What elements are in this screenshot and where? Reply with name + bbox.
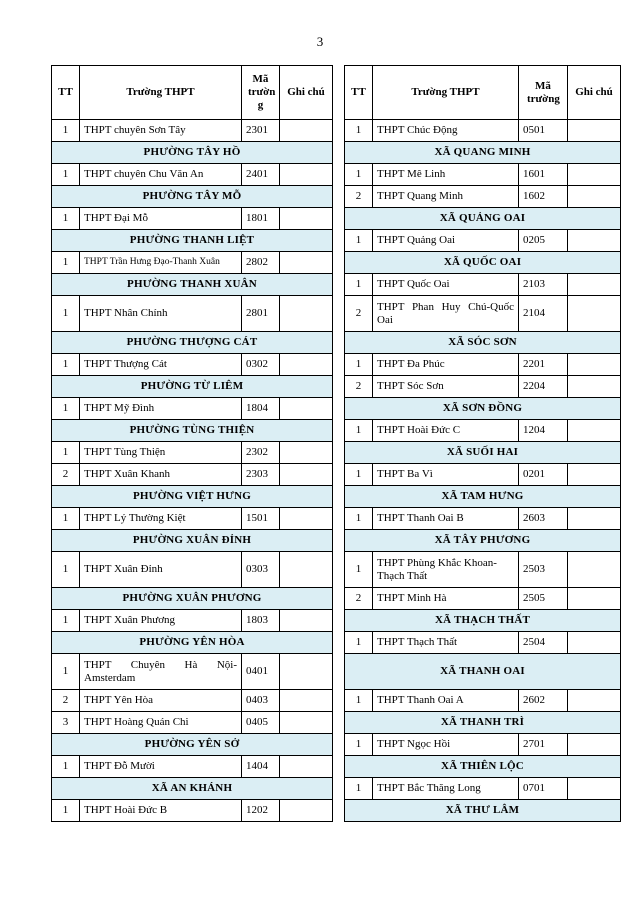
- section-title: PHƯỜNG YÊN SỞ: [52, 734, 333, 756]
- row-index: 1: [52, 654, 80, 690]
- school-name: THPT Minh Hà: [373, 588, 519, 610]
- table-row: [52, 800, 333, 822]
- school-code: 1501: [242, 508, 280, 530]
- section-row: [345, 332, 621, 354]
- section-title: PHƯỜNG TÂY HỒ: [52, 142, 333, 164]
- school-code: 0302: [242, 354, 280, 376]
- note-cell: [280, 712, 333, 734]
- school-code: 2303: [242, 464, 280, 486]
- table-row: [52, 508, 333, 530]
- header-note: Ghi chú: [280, 66, 333, 120]
- table-row: [52, 398, 333, 420]
- table-row: [52, 552, 333, 588]
- note-cell: [568, 186, 621, 208]
- table-row: [345, 420, 621, 442]
- left-school-table: [51, 65, 333, 822]
- table-row: [52, 354, 333, 376]
- note-cell: [280, 610, 333, 632]
- table-row: [52, 654, 333, 690]
- school-name: THPT Trần Hưng Đạo-Thanh Xuân: [80, 252, 242, 274]
- table-row: [345, 508, 621, 530]
- note-cell: [568, 734, 621, 756]
- school-code: 0401: [242, 654, 280, 690]
- school-code: 1801: [242, 208, 280, 230]
- section-title: XÃ QUANG MINH: [345, 142, 621, 164]
- school-name: THPT Chúc Động: [373, 120, 519, 142]
- table-row: [345, 376, 621, 398]
- section-row: [52, 486, 333, 508]
- school-name: THPT Tùng Thiện: [80, 442, 242, 464]
- note-cell: [280, 208, 333, 230]
- school-code: 1602: [519, 186, 568, 208]
- school-code: 0201: [519, 464, 568, 486]
- section-title: PHƯỜNG THANH LIỆT: [52, 230, 333, 252]
- school-name: THPT Quốc Oai: [373, 274, 519, 296]
- section-title: XÃ SUỐI HAI: [345, 442, 621, 464]
- section-row: [52, 230, 333, 252]
- school-name: THPT Mê Linh: [373, 164, 519, 186]
- note-cell: [280, 690, 333, 712]
- school-code: 2301: [242, 120, 280, 142]
- header-school: Trường THPT: [80, 66, 242, 120]
- row-index: 1: [52, 208, 80, 230]
- section-title: XÃ AN KHÁNH: [52, 778, 333, 800]
- section-title: PHƯỜNG YÊN HÒA: [52, 632, 333, 654]
- row-index: 1: [52, 610, 80, 632]
- note-cell: [280, 398, 333, 420]
- note-cell: [568, 588, 621, 610]
- school-code: 0205: [519, 230, 568, 252]
- school-name: THPT Phùng Khắc Khoan-Thạch Thất: [373, 552, 519, 588]
- school-name: THPT Thanh Oai A: [373, 690, 519, 712]
- header-code: Mã trườn g: [242, 66, 280, 120]
- note-cell: [568, 230, 621, 252]
- section-title: PHƯỜNG TÙNG THIỆN: [52, 420, 333, 442]
- right-school-table: [344, 65, 621, 822]
- page-number: 3: [316, 34, 324, 49]
- table-row: [52, 756, 333, 778]
- row-index: 1: [52, 800, 80, 822]
- table-row: [52, 296, 333, 332]
- section-row: [345, 142, 621, 164]
- section-row: [345, 800, 621, 822]
- note-cell: [280, 464, 333, 486]
- note-cell: [568, 690, 621, 712]
- row-index: 1: [52, 354, 80, 376]
- table-header-row: [345, 66, 621, 120]
- table-row: [52, 120, 333, 142]
- section-row: [345, 486, 621, 508]
- row-index: 2: [345, 376, 373, 398]
- school-code: 2201: [519, 354, 568, 376]
- row-index: 1: [345, 420, 373, 442]
- row-index: 1: [345, 230, 373, 252]
- school-name: THPT Thanh Oai B: [373, 508, 519, 530]
- section-row: [52, 734, 333, 756]
- section-title: XÃ SÓC SƠN: [345, 332, 621, 354]
- school-code: 2204: [519, 376, 568, 398]
- section-row: [345, 442, 621, 464]
- header-note: Ghi chú: [568, 66, 621, 120]
- note-cell: [280, 354, 333, 376]
- school-name: THPT Mỹ Đình: [80, 398, 242, 420]
- section-row: [345, 610, 621, 632]
- note-cell: [568, 296, 621, 332]
- school-code: 1804: [242, 398, 280, 420]
- note-cell: [568, 632, 621, 654]
- note-cell: [280, 252, 333, 274]
- section-row: [345, 208, 621, 230]
- row-index: 1: [52, 552, 80, 588]
- school-name: THPT chuyên Chu Văn An: [80, 164, 242, 186]
- school-name: THPT Yên Hòa: [80, 690, 242, 712]
- table-row: [52, 464, 333, 486]
- header-tt: TT: [345, 66, 373, 120]
- row-index: 3: [52, 712, 80, 734]
- note-cell: [280, 654, 333, 690]
- school-name: THPT chuyên Sơn Tây: [80, 120, 242, 142]
- section-title: PHƯỜNG XUÂN PHƯƠNG: [52, 588, 333, 610]
- school-code: 2505: [519, 588, 568, 610]
- school-name: THPT Ba Vì: [373, 464, 519, 486]
- section-title: XÃ THANH TRÌ: [345, 712, 621, 734]
- section-row: [345, 530, 621, 552]
- school-code: 2401: [242, 164, 280, 186]
- table-row: [345, 632, 621, 654]
- school-name: THPT Đa Phúc: [373, 354, 519, 376]
- table-row: [52, 442, 333, 464]
- school-name: THPT Chuyên Hà Nội-Amsterdam: [80, 654, 242, 690]
- row-index: 2: [52, 464, 80, 486]
- left-table-body: [52, 120, 333, 822]
- section-row: [52, 420, 333, 442]
- header-code: Mã trường: [519, 66, 568, 120]
- note-cell: [280, 164, 333, 186]
- school-code: 0501: [519, 120, 568, 142]
- school-code: 1204: [519, 420, 568, 442]
- row-index: 1: [52, 252, 80, 274]
- table-row: [345, 296, 621, 332]
- section-row: [52, 530, 333, 552]
- school-code: 2801: [242, 296, 280, 332]
- school-code: 2104: [519, 296, 568, 332]
- note-cell: [280, 756, 333, 778]
- section-title: PHƯỜNG TỪ LIÊM: [52, 376, 333, 398]
- row-index: 1: [345, 164, 373, 186]
- table-row: [52, 690, 333, 712]
- note-cell: [568, 552, 621, 588]
- note-cell: [568, 376, 621, 398]
- table-row: [345, 778, 621, 800]
- school-code: 2701: [519, 734, 568, 756]
- note-cell: [568, 508, 621, 530]
- school-name: THPT Hoài Đức B: [80, 800, 242, 822]
- table-row: [52, 610, 333, 632]
- school-code: 1601: [519, 164, 568, 186]
- right-table-body: [345, 120, 621, 822]
- row-index: 1: [52, 756, 80, 778]
- section-title: XÃ QUẢNG OAI: [345, 208, 621, 230]
- note-cell: [280, 508, 333, 530]
- row-index: 1: [52, 164, 80, 186]
- table-row: [52, 208, 333, 230]
- table-row: [345, 354, 621, 376]
- row-index: 2: [345, 186, 373, 208]
- section-row: [52, 332, 333, 354]
- table-row: [345, 186, 621, 208]
- note-cell: [568, 420, 621, 442]
- school-name: THPT Ngọc Hồi: [373, 734, 519, 756]
- school-code: 2503: [519, 552, 568, 588]
- row-index: 1: [52, 442, 80, 464]
- school-name: THPT Xuân Phương: [80, 610, 242, 632]
- school-code: 1202: [242, 800, 280, 822]
- school-name: THPT Xuân Khanh: [80, 464, 242, 486]
- section-title: PHƯỜNG TÂY MỖ: [52, 186, 333, 208]
- row-index: 1: [345, 120, 373, 142]
- row-index: 2: [345, 296, 373, 332]
- section-row: [345, 712, 621, 734]
- row-index: 1: [52, 296, 80, 332]
- section-title: XÃ THƯ LÂM: [345, 800, 621, 822]
- school-name: THPT Đỗ Mười: [80, 756, 242, 778]
- school-code: 0403: [242, 690, 280, 712]
- section-row: [52, 274, 333, 296]
- section-title: PHƯỜNG VIỆT HƯNG: [52, 486, 333, 508]
- note-cell: [568, 354, 621, 376]
- row-index: 1: [345, 552, 373, 588]
- note-cell: [280, 552, 333, 588]
- school-name: THPT Đại Mỗ: [80, 208, 242, 230]
- school-code: 2602: [519, 690, 568, 712]
- school-name: THPT Phan Huy Chú-Quốc Oai: [373, 296, 519, 332]
- row-index: 1: [345, 508, 373, 530]
- note-cell: [568, 120, 621, 142]
- section-title: XÃ THẠCH THẤT: [345, 610, 621, 632]
- row-index: 1: [52, 398, 80, 420]
- header-school: Trường THPT: [373, 66, 519, 120]
- section-title: PHƯỜNG THANH XUÂN: [52, 274, 333, 296]
- table-row: [345, 552, 621, 588]
- header-tt: TT: [52, 66, 80, 120]
- section-title: XÃ THIÊN LỘC: [345, 756, 621, 778]
- table-row: [52, 252, 333, 274]
- row-index: 1: [52, 120, 80, 142]
- school-name: THPT Thượng Cát: [80, 354, 242, 376]
- row-index: 1: [345, 274, 373, 296]
- section-row: [52, 186, 333, 208]
- school-code: 0701: [519, 778, 568, 800]
- row-index: 1: [52, 508, 80, 530]
- section-row: [345, 398, 621, 420]
- table-header-row: [52, 66, 333, 120]
- school-name: THPT Lý Thường Kiệt: [80, 508, 242, 530]
- section-row: [52, 376, 333, 398]
- school-name: THPT Thạch Thất: [373, 632, 519, 654]
- school-code: 1803: [242, 610, 280, 632]
- note-cell: [280, 442, 333, 464]
- school-code: 0405: [242, 712, 280, 734]
- note-cell: [280, 296, 333, 332]
- section-title: PHƯỜNG XUÂN ĐỈNH: [52, 530, 333, 552]
- row-index: 1: [345, 778, 373, 800]
- section-title: XÃ SƠN ĐỒNG: [345, 398, 621, 420]
- school-code: 2103: [519, 274, 568, 296]
- section-row: [345, 756, 621, 778]
- note-cell: [568, 274, 621, 296]
- row-index: 1: [345, 632, 373, 654]
- row-index: 2: [345, 588, 373, 610]
- school-name: THPT Sóc Sơn: [373, 376, 519, 398]
- note-cell: [568, 464, 621, 486]
- school-code: 2603: [519, 508, 568, 530]
- row-index: 1: [345, 354, 373, 376]
- section-row: [52, 142, 333, 164]
- note-cell: [280, 120, 333, 142]
- table-row: [345, 464, 621, 486]
- section-title: XÃ TAM HƯNG: [345, 486, 621, 508]
- section-title: PHƯỜNG THƯỢNG CÁT: [52, 332, 333, 354]
- school-name: THPT Hoài Đức C: [373, 420, 519, 442]
- table-row: [345, 120, 621, 142]
- note-cell: [568, 164, 621, 186]
- school-name: THPT Xuân Đỉnh: [80, 552, 242, 588]
- table-row: [345, 588, 621, 610]
- row-index: 2: [52, 690, 80, 712]
- school-code: 1404: [242, 756, 280, 778]
- note-cell: [280, 800, 333, 822]
- school-code: 2504: [519, 632, 568, 654]
- section-title: XÃ QUỐC OAI: [345, 252, 621, 274]
- school-name: THPT Quang Minh: [373, 186, 519, 208]
- school-code: 2802: [242, 252, 280, 274]
- school-name: THPT Nhân Chính: [80, 296, 242, 332]
- section-title: XÃ THANH OAI: [345, 654, 621, 690]
- school-code: 2302: [242, 442, 280, 464]
- school-name: THPT Quảng Oai: [373, 230, 519, 252]
- table-row: [345, 274, 621, 296]
- section-row: [345, 252, 621, 274]
- section-row: [345, 654, 621, 690]
- table-row: [345, 690, 621, 712]
- table-row: [52, 164, 333, 186]
- section-title: XÃ TÂY PHƯƠNG: [345, 530, 621, 552]
- school-code: 0303: [242, 552, 280, 588]
- section-row: [52, 588, 333, 610]
- school-name: THPT Hoàng Quán Chi: [80, 712, 242, 734]
- school-name: THPT Bắc Thăng Long: [373, 778, 519, 800]
- table-row: [345, 230, 621, 252]
- section-row: [52, 632, 333, 654]
- table-row: [345, 164, 621, 186]
- section-row: [52, 778, 333, 800]
- row-index: 1: [345, 690, 373, 712]
- table-row: [52, 712, 333, 734]
- table-row: [345, 734, 621, 756]
- row-index: 1: [345, 464, 373, 486]
- note-cell: [568, 778, 621, 800]
- row-index: 1: [345, 734, 373, 756]
